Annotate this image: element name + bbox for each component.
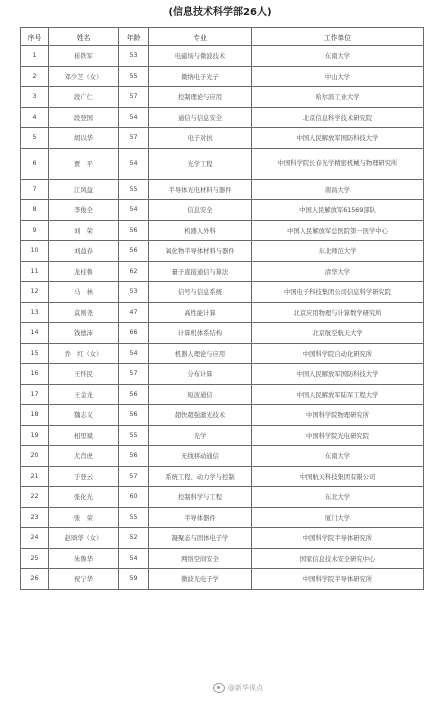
- cell-no: 8: [21, 200, 49, 221]
- cell-name: 祝宁华: [49, 569, 119, 590]
- cell-no: 13: [21, 302, 49, 323]
- cell-age: 57: [119, 87, 149, 108]
- cell-unit: 哈尔滨工业大学: [252, 87, 424, 108]
- cell-age: 54: [119, 107, 149, 128]
- cell-unit: 东北师范大学: [252, 241, 424, 262]
- cell-no: 17: [21, 384, 49, 405]
- cell-unit: 中国人民解放军陆军工程大学: [252, 384, 424, 405]
- cell-major: 通信与信息安全: [149, 107, 252, 128]
- cell-no: 7: [21, 179, 49, 200]
- cell-age: 57: [119, 128, 149, 149]
- cell-age: 57: [119, 364, 149, 385]
- cell-name: 段广仁: [49, 87, 119, 108]
- cell-no: 9: [21, 220, 49, 241]
- cell-name: 魏志义: [49, 405, 119, 426]
- weibo-watermark: [210, 682, 266, 694]
- cell-name: 段登国: [49, 107, 119, 128]
- cell-major: 短波通信: [149, 384, 252, 405]
- header-major: 专业: [149, 28, 252, 46]
- cell-name: 刘 荣: [49, 220, 119, 241]
- table-row: [21, 343, 424, 364]
- cell-no: 6: [21, 148, 49, 179]
- table-row: [21, 282, 424, 303]
- cell-name: 王金龙: [49, 384, 119, 405]
- cell-unit: 国家信息技术安全研究中心: [252, 548, 424, 569]
- cell-no: 19: [21, 425, 49, 446]
- cell-no: 26: [21, 569, 49, 590]
- table-row: [21, 46, 424, 67]
- cell-unit: 中国科学院自动化研究所: [252, 343, 424, 364]
- cell-major: 分布计算: [149, 364, 252, 385]
- header-age: 年龄: [119, 28, 149, 46]
- table-body: [21, 46, 424, 590]
- cell-age: 54: [119, 148, 149, 179]
- cell-major: 电磁场与微波技术: [149, 46, 252, 67]
- cell-no: 21: [21, 466, 49, 487]
- cell-no: 14: [21, 323, 49, 344]
- table-row: [21, 148, 424, 179]
- cell-major: 高性能计算: [149, 302, 252, 323]
- cell-name: 赵颂华（女）: [49, 528, 119, 549]
- cell-name: 尤肖虎: [49, 446, 119, 467]
- cell-major: 信息安全: [149, 200, 252, 221]
- table-row: [21, 487, 424, 508]
- table-row: [21, 384, 424, 405]
- cell-name: 刘益春: [49, 241, 119, 262]
- table-row: [21, 528, 424, 549]
- cell-major: 凝聚态与固体电子学: [149, 528, 252, 549]
- cell-name: 邓少芝（女）: [49, 66, 119, 87]
- cell-age: 56: [119, 220, 149, 241]
- table-row: [21, 364, 424, 385]
- cell-major: 电子对抗: [149, 128, 252, 149]
- cell-no: 1: [21, 46, 49, 67]
- cell-age: 60: [119, 487, 149, 508]
- table-row: [21, 220, 424, 241]
- cell-name: 崔铁军: [49, 46, 119, 67]
- cell-no: 24: [21, 528, 49, 549]
- watermark-text: @新华视点: [228, 684, 263, 692]
- header-name: 姓名: [49, 28, 119, 46]
- document-title: (信息技术科学部26人): [168, 7, 272, 18]
- cell-name: 贾 平: [49, 148, 119, 179]
- table-header-row: [21, 28, 424, 46]
- cell-unit: 中国航天科技集团有限公司: [252, 466, 424, 487]
- cell-age: 59: [119, 569, 149, 590]
- header-no: 序号: [21, 28, 49, 46]
- cell-major: 计算机体系结构: [149, 323, 252, 344]
- table-row: [21, 466, 424, 487]
- table-row: [21, 405, 424, 426]
- cell-major: 信号与信息系统: [149, 282, 252, 303]
- cell-age: 47: [119, 302, 149, 323]
- cell-no: 3: [21, 87, 49, 108]
- cell-name: 相里斌: [49, 425, 119, 446]
- cell-no: 5: [21, 128, 49, 149]
- cell-unit: 南昌大学: [252, 179, 424, 200]
- cell-age: 53: [119, 46, 149, 67]
- cell-no: 11: [21, 261, 49, 282]
- cell-age: 55: [119, 507, 149, 528]
- cell-age: 66: [119, 323, 149, 344]
- cell-no: 20: [21, 446, 49, 467]
- cell-major: 超快超强激光技术: [149, 405, 252, 426]
- cell-unit: 东北大学: [252, 487, 424, 508]
- cell-no: 10: [21, 241, 49, 262]
- cell-name: 马 林: [49, 282, 119, 303]
- cell-age: 62: [119, 261, 149, 282]
- cell-major: 光学工程: [149, 148, 252, 179]
- cell-name: 李俊全: [49, 200, 119, 221]
- cell-unit: 中国科学院长春光学精密机械与物理研究所: [252, 148, 424, 179]
- table-row: [21, 261, 424, 282]
- weibo-icon: [213, 683, 225, 693]
- cell-unit: 中山大学: [252, 66, 424, 87]
- cell-age: 56: [119, 405, 149, 426]
- cell-unit: 北京航空航天大学: [252, 323, 424, 344]
- cell-unit: 厦门大学: [252, 507, 424, 528]
- cell-no: 4: [21, 107, 49, 128]
- table-row: [21, 446, 424, 467]
- cell-unit: 北京信息科学技术研究院: [252, 107, 424, 128]
- cell-major: 微波光电子学: [149, 569, 252, 590]
- cell-unit: 北京应用物理与计算数学研究所: [252, 302, 424, 323]
- cell-no: 12: [21, 282, 49, 303]
- cell-name: 朱鲁华: [49, 548, 119, 569]
- cell-unit: 清华大学: [252, 261, 424, 282]
- cell-no: 23: [21, 507, 49, 528]
- cell-unit: 中国科学院物理研究所: [252, 405, 424, 426]
- cell-major: 半导体器件: [149, 507, 252, 528]
- cell-major: 氧化物半导体材料与器件: [149, 241, 252, 262]
- table-row: [21, 200, 424, 221]
- cell-unit: 中国人民解放军国防科技大学: [252, 364, 424, 385]
- cell-name: 胡以华: [49, 128, 119, 149]
- cell-name: 钱德沛: [49, 323, 119, 344]
- cell-unit: 中国人民解放军总医院第一医学中心: [252, 220, 424, 241]
- cell-name: 乔 红（女）: [49, 343, 119, 364]
- cell-major: 系统工程、动力学与控制: [149, 466, 252, 487]
- cell-age: 55: [119, 66, 149, 87]
- cell-major: 控制理论与应用: [149, 87, 252, 108]
- cell-age: 55: [119, 179, 149, 200]
- cell-age: 53: [119, 282, 149, 303]
- table-row: [21, 569, 424, 590]
- cell-no: 25: [21, 548, 49, 569]
- cell-unit: 东南大学: [252, 446, 424, 467]
- cell-no: 22: [21, 487, 49, 508]
- header-unit: 工作单位: [252, 28, 424, 46]
- cell-age: 56: [119, 241, 149, 262]
- table-row: [21, 128, 424, 149]
- cell-major: 半导体光电材料与器件: [149, 179, 252, 200]
- table-row: [21, 302, 424, 323]
- academician-table: [20, 27, 424, 590]
- cell-major: 机器人理论与应用: [149, 343, 252, 364]
- cell-name: 江风益: [49, 179, 119, 200]
- cell-age: 56: [119, 384, 149, 405]
- table-row: [21, 87, 424, 108]
- cell-major: 微纳电子光子: [149, 66, 252, 87]
- cell-major: 控制科学与工程: [149, 487, 252, 508]
- cell-name: 龙桂鲁: [49, 261, 119, 282]
- cell-unit: 东南大学: [252, 46, 424, 67]
- cell-major: 无线移动通信: [149, 446, 252, 467]
- cell-unit: 中国科学院半导体研究所: [252, 569, 424, 590]
- cell-no: 15: [21, 343, 49, 364]
- cell-unit: 中国科学院光电研究院: [252, 425, 424, 446]
- cell-unit: 中国科学院半导体研究所: [252, 528, 424, 549]
- cell-age: 54: [119, 200, 149, 221]
- cell-unit: 中国人民解放军国防科技大学: [252, 128, 424, 149]
- cell-age: 54: [119, 343, 149, 364]
- cell-name: 张化光: [49, 487, 119, 508]
- table-row: [21, 241, 424, 262]
- cell-no: 2: [21, 66, 49, 87]
- cell-unit: 中国电子科技集团公司信息科学研究院: [252, 282, 424, 303]
- cell-name: 莫则尧: [49, 302, 119, 323]
- cell-unit: 中国人民解放军61569部队: [252, 200, 424, 221]
- cell-name: 王怀民: [49, 364, 119, 385]
- cell-age: 52: [119, 528, 149, 549]
- table-row: [21, 507, 424, 528]
- table-row: [21, 107, 424, 128]
- cell-age: 56: [119, 446, 149, 467]
- table-row: [21, 179, 424, 200]
- cell-name: 于登云: [49, 466, 119, 487]
- cell-major: 量子直接通信与算法: [149, 261, 252, 282]
- table-row: [21, 66, 424, 87]
- cell-major: 网络空间安全: [149, 548, 252, 569]
- cell-name: 张 荣: [49, 507, 119, 528]
- cell-major: 光学: [149, 425, 252, 446]
- cell-no: 16: [21, 364, 49, 385]
- table-row: [21, 425, 424, 446]
- cell-age: 55: [119, 425, 149, 446]
- table-row: [21, 548, 424, 569]
- cell-age: 54: [119, 548, 149, 569]
- cell-no: 18: [21, 405, 49, 426]
- table-row: [21, 323, 424, 344]
- cell-major: 机器人外科: [149, 220, 252, 241]
- cell-age: 57: [119, 466, 149, 487]
